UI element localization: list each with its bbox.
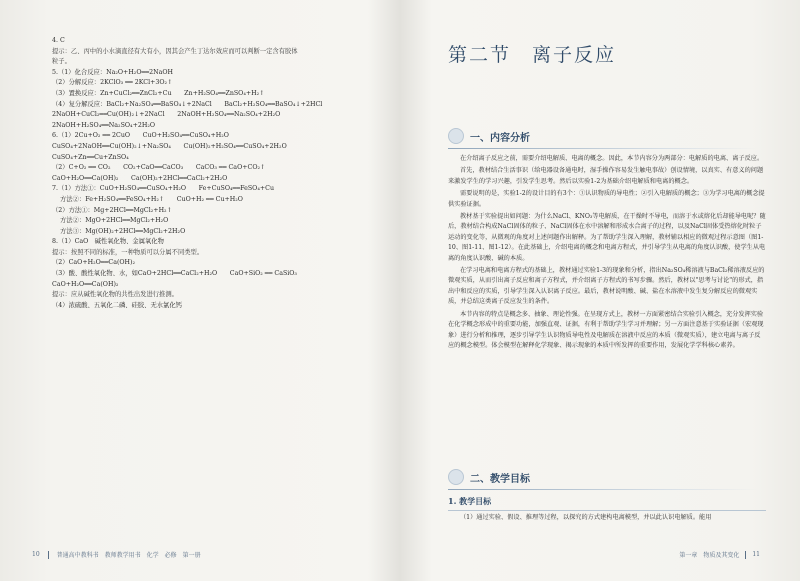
answer-line: 4. C [52,37,65,44]
chapter-title: 第一章 物质及其变化 [679,552,740,559]
answer-line: （2）分解反应：2KClO₃ ══ 2KCl+3O₂↑ [52,79,173,87]
teaching-goals-text [448,513,766,525]
heading-label: 二、教学目标 [470,473,530,485]
answer-line: 粒子。 [52,58,71,66]
right-page-footer [679,550,760,559]
answer-line: CuSO₄+Zn══Cu+ZnSO₄ [52,153,129,161]
paragraph: 本节内容的特点是概念多、抽象、理论性强。在呈现方式上，教材一方面紧密结合实验引入概念，充分发挥实验在化学概念形成中的重要功能，加强直观、证据，有利于帮助学生学习并理解；另一方面注意基于实验证据（宏观现象）进行分析和推理，逐步引导学生认识物质导电性及电解质在溶液中反应的本质（微观实质），建立电离与离子反应的概念模型。体会模型在解释化学现象、揭示现象的本质中所发挥的重要作用，发展化学学科核心素养。 [448,310,764,349]
heading-dot-icon [448,128,464,144]
answer-line: CaO+H₂O══Ca(OH)₂ [52,280,119,288]
answer-line: 方法②：Fe+H₂SO₄══FeSO₄+H₂↑ CuO+H₂ ══ Cu+H₂O [60,195,243,203]
answer-line: 方法②：MgO+2HCl══MgCl₂+H₂O [60,217,169,225]
subheading-rule [448,510,766,511]
answer-line: CaO+H₂O══Ca(OH)₂ Ca(OH)₂+2HCl══CaCl₂+2H₂O [52,174,228,182]
answer-line: （4）复分解反应：BaCl₂+Na₂SO₄══BaSO₄↓+2NaCl BaCl₂+H₂SO₄══BaSO₄↓+2HCl [52,100,323,108]
subheading-label: 1. 教学目标 [448,496,492,506]
paragraph: 在学习电离和电离方程式的基础上，教材通过实验1-3的现象和分析，指出Na₂SO₄稀溶液与BaCl₂稀溶液反应的微观实质，从而引出离子反应和离子方程式，并介绍离子方程式的书写步骤。然后，教材以"思考与讨论"的形式，指出中和反应的实质，引导学生深入认识离子反应。最后，教材说明酸、碱、盐在水溶液中发生复分解反应的微观实质，并总结这类离子反应发生的条件。 [448,267,765,306]
subheading-teaching-goals [448,496,766,511]
answer-line: （2）方法①：Mg+2HCl══MgCl₂+H₂↑ [52,206,172,214]
answer-line: 提示：按照不同的标准，一种物质可以分属不同类型。 [52,248,204,256]
answer-line: 8.（1）CaO 碱性氧化物、金属氧化物 [52,238,164,246]
right-page-number: 11 [752,551,760,558]
answer-line: CuSO₄+2NaOH══Cu(OH)₂↓+Na₂SO₄ Cu(OH)₂+H₂SO₄══CuSO₄+2H₂O [52,142,287,150]
paragraph: 在介绍离子反应之前，需要介绍电解质、电离的概念。因此，本节内容分为两部分：电解质的电离、离子反应。 [460,155,764,162]
paragraph: （1）通过实验、假设、推理等过程，以探究的方式建构电离模型，并以此认识电解质。能用 [460,514,712,521]
paragraph: 教材基于实验提出如问题：为什么NaCl、KNO₃等电解质，在干燥时不导电，而溶于水或熔化后却能导电呢？随后，教材结合构成NaCl固体的粒子、NaCl固体在水中溶解和形成水合离子的过程，以及NaCl固体受热熔化时粒子运动的变化等，从微观的角度对上述问题作出解释。为了帮助学生深入理解，教材辅以相应的微观过程示意图（图1-10、图1-11、图1-12）。在此基础上，介绍电离的概念和电离方程式，并引导学生从电离的角度认识酸，使学生从电离的角度认识酸、碱的本质。 [448,213,766,262]
footer-divider [745,551,746,559]
content-analysis-text [448,154,766,353]
answer-line: （4）浓硫酸、五氧化二磷、硅胶、无水氯化钙 [52,301,182,309]
right-page [400,0,800,581]
answer-line: 2NaOH+CuCl₂══Cu(OH)₂↓+2NaCl 2NaOH+H₂SO₄══Na₂SO₄+2H₂O [52,111,281,119]
answer-line: 6.（1）2Cu+O₂ ══ 2CuO CuO+H₂SO₄══CuSO₄+H₂O [52,132,229,140]
paragraph: 首先，教材结合生活事识（给电器设备通电时，湿手操作容易发生触电事故）创设情境，以真实、有意义的问题来激发学生的学习兴趣，引发学生思考。然后以实验1-2为基础介绍电解质和电离的概念。 [448,167,764,185]
left-page-number: 10 [32,551,40,558]
footer-divider [48,551,49,559]
left-page-footer [32,550,201,559]
answer-line: （3）酸、酸性氧化物、水，如CaO+2HCl══CaCl₂+H₂O CaO+SiO₂ ══ CaSiO₃ [52,270,297,278]
answer-line: 7.（1）方法①：CuO+H₂SO₄══CuSO₄+H₂O Fe+CuSO₄══FeSO₄+Cu [52,185,275,193]
heading-content-analysis [448,128,758,144]
answer-line: （3）置换反应：Zn+CuCl₂══ZnCl₂+Cu Zn+H₂SO₄══ZnSO₄+H₂↑ [52,89,265,97]
answer-line: （2）CaO+H₂O══Ca(OH)₂ [52,259,136,267]
answer-list [52,36,392,311]
answer-line: 5.（1）化合反应：Na₂O+H₂O══2NaOH [52,68,174,76]
paragraph: 需要说明的是，实验1-2的设计目的有3个：①认识物质的导电性；②引入电解质的概念；③为学习电离的概念提供实验证据。 [448,190,765,208]
answer-line: （2）C+O₂ ══ CO₂ CO₂+CaO══CaCO₃ CaCO₃ ══ CaO+CO₂↑ [52,164,266,172]
section-title: 第二节 离子反应 [448,44,617,66]
book-title: 普通高中教科书 教师教学用书 化学 必修 第一册 [56,552,201,559]
answer-line: 方法③：Mg(OH)₂+2HCl══MgCl₂+2H₂O [60,227,186,235]
answer-line: 2NaOH+H₂SO₄══Na₂SO₄+2H₂O [52,121,156,129]
heading-teaching-goals [448,469,758,485]
heading-rule [448,148,758,149]
heading-label: 一、内容分析 [470,132,530,144]
answer-line: 提示：应从碱性氧化物的共性出发进行推测。 [52,291,178,299]
heading-dot-icon [448,469,464,485]
answer-line: 提示：乙、丙中的小水滴直径有大有小，因其会产生丁达尔效应而可以判断一定含有胶体 [52,47,298,55]
heading-rule [448,489,758,490]
